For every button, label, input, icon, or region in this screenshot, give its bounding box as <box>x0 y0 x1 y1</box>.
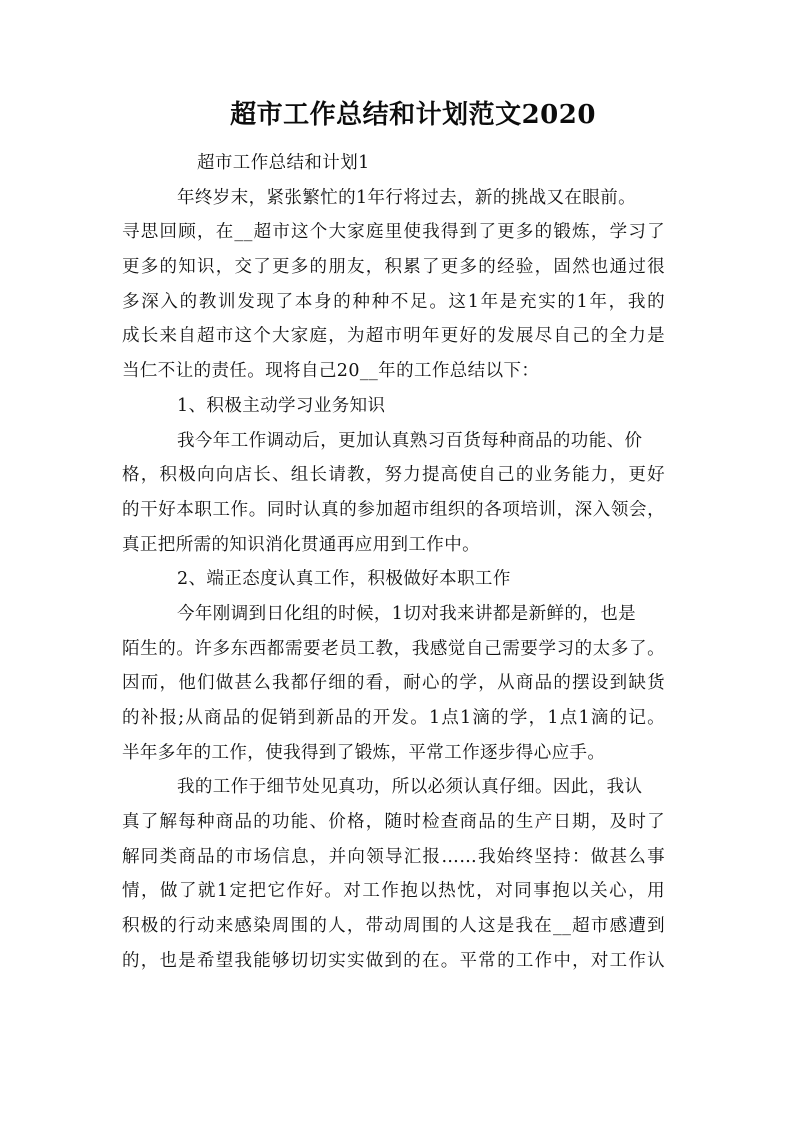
paragraph-line: 当仁不让的责任。现将自己20__年的工作总结以下： <box>122 361 540 382</box>
paragraph-line: 的补报;从商品的促销到新品的开发。1点1滴的学，1点1滴的记。 <box>122 708 665 728</box>
paragraph-line: 多深入的教训发现了本身的种种不足。这1年是充实的1年，我的 <box>122 291 665 312</box>
paragraph-line: 积极的行动来感染周围的人，带动周围的人这是我在__超市感遭到 <box>122 916 665 937</box>
paragraph-section-2a <box>122 597 670 770</box>
paragraph-line: 情，做了就1定把它作好。对工作抱以热忱，对同事抱以关心，用 <box>122 881 665 902</box>
paragraph-section-2b <box>122 770 670 978</box>
paragraph-intro <box>122 181 670 389</box>
paragraph-line: 半年多年的工作，使我得到了锻炼，平常工作逐步得心应手。 <box>122 742 606 763</box>
paragraph-line: 的干好本职工作。同时认真的参加超市组织的各项培训，深入领会， <box>122 499 665 520</box>
document-body <box>122 146 670 979</box>
document-title: 超市工作总结和计划范文2020 <box>230 100 596 130</box>
paragraph-section-1 <box>122 424 670 563</box>
paragraph-line: 因而，他们做甚么我都仔细的看，耐心的学，从商品的摆设到缺货 <box>122 673 665 694</box>
paragraph-line: 更多的知识，交了更多的朋友，积累了更多的经验，固然也通过很 <box>122 257 665 278</box>
paragraph-line: 陌生的。许多东西都需要老员工教，我感觉自己需要学习的太多了。 <box>122 638 665 659</box>
paragraph-line: 我今年工作调动后，更加认真熟习百货每种商品的功能、价 <box>177 430 643 451</box>
paragraph-line: 寻思回顾，在__超市这个大家庭里使我得到了更多的锻炼，学习了 <box>122 222 665 243</box>
paragraph-line: 格，积极向向店长、组长请教，努力提高使自己的业务能力，更好 <box>122 465 665 486</box>
paragraph-line: 解同类商品的市场信息，并向领导汇报……我始终坚持：做甚么事 <box>122 846 665 867</box>
paragraph-line: 的，也是希望我能够切切实实做到的在。平常的工作中，对工作认 <box>122 950 665 971</box>
paragraph-line: 今年刚调到日化组的时候，1切对我来讲都是新鲜的，也是 <box>177 603 637 624</box>
paragraph-line: 真了解每种商品的功能、价格，随时检查商品的生产日期，及时了 <box>122 812 665 833</box>
paragraph-line: 成长来自超市这个大家庭，为超市明年更好的发展尽自己的全力是 <box>122 326 665 347</box>
paragraph-line: 年终岁末，紧张繁忙的1年行将过去，新的挑战又在眼前。 <box>177 187 637 208</box>
paragraph-line: 我的工作于细节处见真功，所以必须认真仔细。因此，我认 <box>177 777 643 798</box>
section-heading-1: 1、积极主动学习业务知识 <box>177 395 386 416</box>
document-subtitle: 超市工作总结和计划1 <box>197 153 370 173</box>
section-heading-2: 2、端正态度认真工作，积极做好本职工作 <box>177 569 511 590</box>
paragraph-line: 真正把所需的知识消化贯通再应用到工作中。 <box>122 534 480 555</box>
